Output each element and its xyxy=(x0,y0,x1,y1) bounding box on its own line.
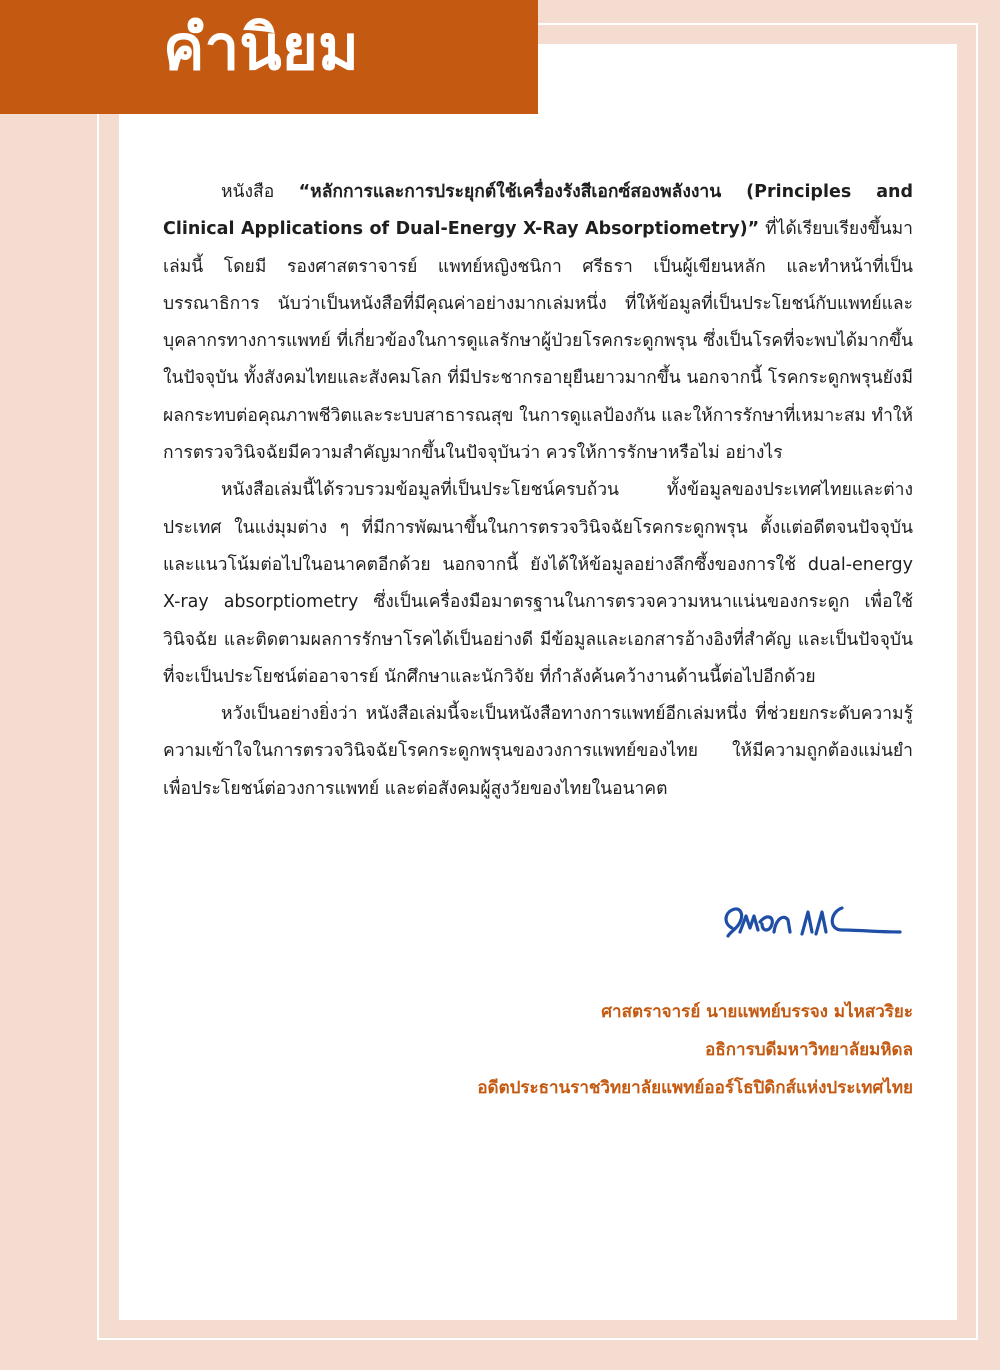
signer-former-role: อดีตประธานราชวิทยาลัยแพทย์ออร์โธปิดิกส์แห่งประเทศไทย xyxy=(477,1078,913,1098)
p1-rest: ที่ได้เรียบเรียงขึ้นมาเล่มนี้ โดยมี รองศาสตราจารย์ แพทย์หญิงชนิกา ศรีธรา เป็นผู้เขียนหลัก และทำหน้าที่เป็นบรรณาธิการ นับว่าเป็นหนังสือที่มีคุณค่าอย่างมากเล่มหนึ่ง ที่ให้ข้อมูลที่เป็นประโยชน์กับแพทย์และบุคลากรทางการแพทย์ ที่เกี่ยวข้องในการดูแลรักษาผู้ป่วยโรคกระดูกพรุน ซึ่งเป็นโรคที่จะพบได้มากขึ้นในปัจจุบัน ทั้งสังคมไทยและสังคมโลก ที่มีประชากรอายุยืนยาวมากขึ้น นอกจากนี้ โรคกระดูกพรุนยังมีผลกระทบต่อคุณภาพชีวิตและระบบสาธารณสุข ในการดูแลป้องกัน และให้การรักษาที่เหมาะสม ทำให้การตรวจวินิจฉัยมีความสำคัญมากขึ้นในปัจจุบันว่า ควรให้การรักษาหรือไม่ อย่างไร xyxy=(163,219,913,464)
paragraph-3: หวังเป็นอย่างยิ่งว่า หนังสือเล่มนี้จะเป็นหนังสือทางการแพทย์อีกเล่มหนึ่ง ที่ช่วยยกระดับความรู้ความเข้าใจในการตรวจวินิจฉัยโรคกระดูกพรุนของวงการแพทย์ของไทย ให้มีความถูกต้องแม่นยำ เพื่อประโยชน์ต่อวงการแพทย์ และต่อสังคมผู้สูงวัยของไทยในอนาคต xyxy=(163,704,913,799)
signer-name: ศาสตราจารย์ นายแพทย์บรรจง มไหสวริยะ xyxy=(601,1002,913,1022)
paragraph-1 xyxy=(163,174,913,472)
book-title: “หลักการและการประยุกต์ใช้เครื่องรังสีเอกซ์สองพลังงาน (Principles and Clinical Applications of Dual-Energy X-Ray Absorptiometry)” xyxy=(163,182,913,240)
handwritten-signature xyxy=(718,888,918,960)
p1-intro: หนังสือ xyxy=(221,182,299,202)
page-title: คำนิยม xyxy=(163,11,359,84)
signature-block xyxy=(477,993,913,1107)
foreword-body xyxy=(163,174,913,808)
paragraph-2: หนังสือเล่มนี้ได้รวบรวมข้อมูลที่เป็นประโยชน์ครบถ้วน ทั้งข้อมูลของประเทศไทยและต่างประเทศ ในแง่มุมต่าง ๆ ที่มีการพัฒนาขึ้นในการตรวจวินิจฉัยโรคกระดูกพรุน ตั้งแต่อดีตจนปัจจุบัน และแนวโน้มต่อไปในอนาคตอีกด้วย นอกจากนี้ ยังได้ให้ข้อมูลอย่างลึกซึ้งของการใช้ dual-energy X-ray absorptiometry ซึ่งเป็นเครื่องมือมาตรฐานในการตรวจความหนาแน่นของกระดูก เพื่อใช้วินิจฉัย และติดตามผลการรักษาโรคได้เป็นอย่างดี มีข้อมูลและเอกสารอ้างอิงที่สำคัญ และเป็นปัจจุบันที่จะเป็นประโยชน์ต่ออาจารย์ นักศึกษาและนักวิจัย ที่กำลังค้นคว้างานด้านนี้ต่อไปอีกด้วย xyxy=(163,480,913,687)
signer-position: อธิการบดีมหาวิทยาลัยมหิดล xyxy=(705,1040,913,1060)
